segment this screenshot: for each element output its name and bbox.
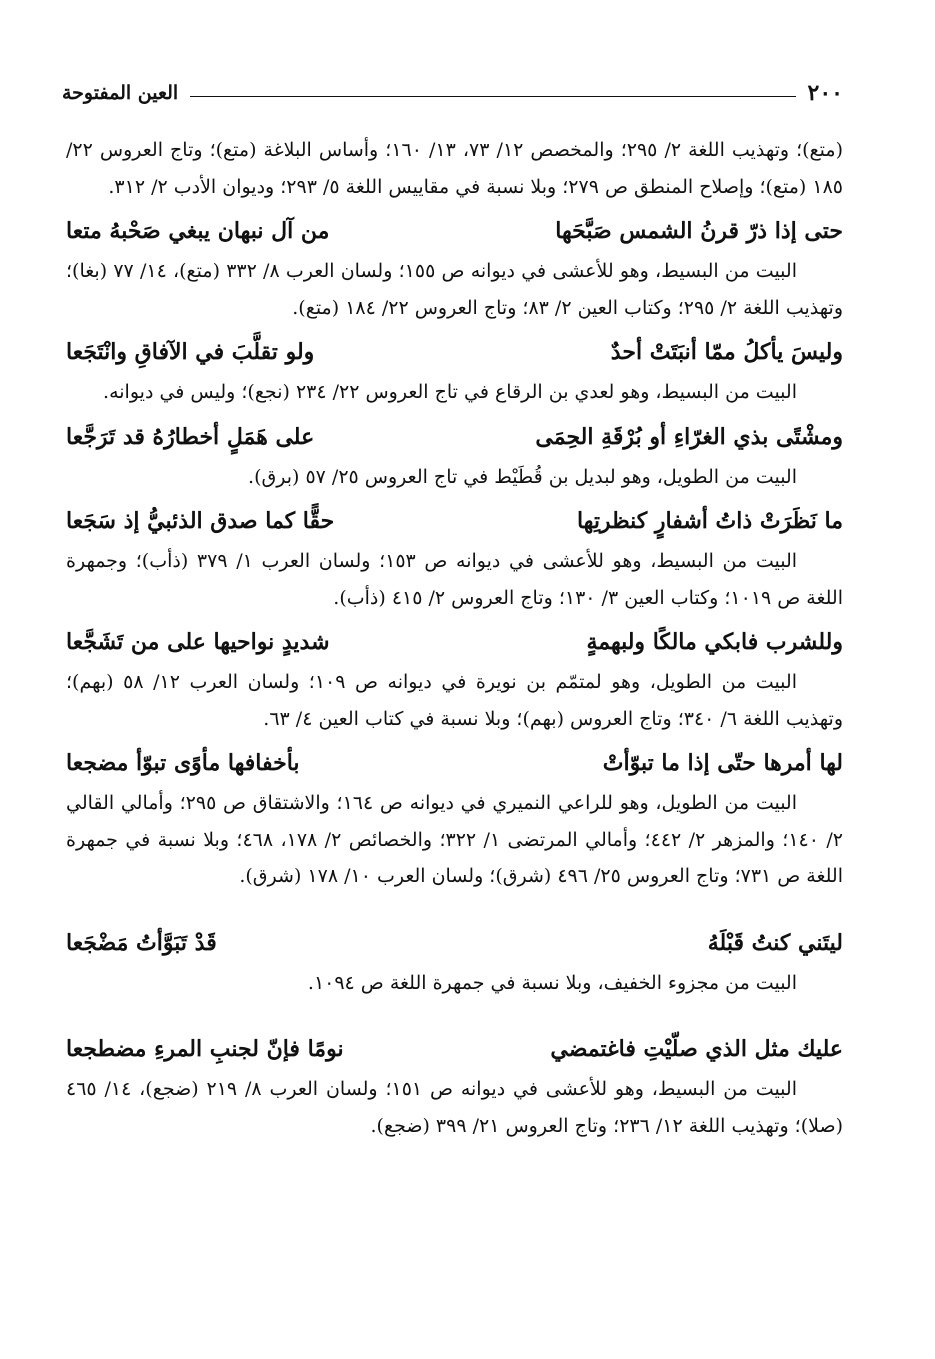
verse-first-hemistich: وللشرب فابكي مالكًا ولبهمةٍ [586, 629, 843, 655]
verse-first-hemistich: ومشْتًى بذي الغرّاءِ أو بُرْقَةِ الحِمَى [535, 423, 843, 450]
page-header [62, 78, 843, 108]
verse-line [66, 925, 843, 961]
verse-first-hemistich: وليسَ يأكلُ ممّا أنبَتَتْ أحدٌ [610, 339, 843, 365]
spacer [66, 1001, 843, 1023]
verse-second-hemistich: بأخفافها مأوًى تبوّأ مضجعا [66, 750, 300, 776]
verse-note: البيت من البسيط، وهو لعدي بن الرقاع في تاج العروس ٢٢/ ٢٣٤ (نجع)؛ وليس في ديوانه. [103, 381, 797, 403]
verse-line [66, 745, 843, 781]
verse-second-hemistich: شديدٍ نواحيها على من تَشَجَّعا [66, 629, 330, 655]
verse-line [66, 419, 843, 455]
verse-note: البيت من الطويل، وهو للراعي النميري في ديوانه ص ١٦٤؛ والاشتقاق ص ٢٩٥؛ وأمالي القالي ٢/ ١٤٠؛ والمزهر ٢/ ٤٤٢؛ وأمالي المرتضى ١/ ٣٢٢؛ والخصائص ٢/ ١٧٨، ٤٦٨؛ وبلا نسبة في جمهرة اللغة ص ٧٣١؛ وتاج العروس ٢٥/ ٤٩٦ (شرق)؛ ولسان العرب ١٠/ ١٧٨ (شرق). [66, 792, 843, 887]
verse-line [66, 624, 843, 660]
verse-line [66, 1031, 843, 1067]
verse-note: البيت من الطويل، وهو لبديل بن قُطَيْط في تاج العروس ٢٥/ ٥٧ (برق). [248, 465, 797, 488]
spacer [66, 895, 843, 917]
verse-first-hemistich: حتى إذا ذرّ قرنُ الشمس صَبَّحَها [555, 218, 843, 244]
verse-note: البيت من البسيط، وهو للأعشى في ديوانه ص ١٥٥؛ ولسان العرب ٨/ ٣٣٢ (متع)، ١٤/ ٧٧ (بغا)؛ وتهذيب اللغة ٢/ ٢٩٥؛ وكتاب العين ٢/ ٨٣؛ وتاج العروس ٢٢/ ١٨٤ (متع). [66, 260, 843, 319]
verse-first-hemistich: لها أمرها حتّى إذا ما تبوّأتْ [602, 750, 843, 776]
verse-note: البيت من مجزوء الخفيف، وبلا نسبة في جمهرة اللغة ص ١٠٩٤. [307, 971, 797, 994]
verse-second-hemistich: قَدْ تَبَوَّأتُ مَضْجَعا [66, 929, 217, 956]
verse-second-hemistich: على هَمَلٍ أخطارُهُ قد تَرَجَّعا [66, 423, 315, 450]
verse-note: البيت من البسيط، وهو للأعشى في ديوانه ص ١٥٣؛ ولسان العرب ١/ ٣٧٩ (ذأب)؛ وجمهرة اللغة ص ١٠١٩؛ وكتاب العين ٣/ ١٣٠؛ وتاج العروس ٢/ ٤١٥ (ذأب). [66, 550, 843, 609]
verse-note: البيت من الطويل، وهو لمتمّم بن نويرة في ديوانه ص ١٠٩؛ ولسان العرب ١٢/ ٥٨ (بهم)؛ وتهذيب اللغة ٦/ ٣٤٠؛ وتاج العروس (بهم)؛ وبلا نسبة في كتاب العين ٤/ ٦٣. [66, 671, 843, 730]
running-title: العين المفتوحة [62, 82, 179, 104]
verse-second-hemistich: حقًّا كما صدق الذئبيُّ إذ سَجَعا [66, 508, 335, 534]
verse-second-hemistich: ولو تقلَّبَ في الآفاقِ وانْتَجَعا [66, 339, 315, 365]
verse-first-hemistich: ليتَني كنتُ قَبْلَهُ [707, 929, 843, 956]
page-number: ٢٠٠ [807, 80, 843, 106]
intro-note: (متع)؛ وتهذيب اللغة ٢/ ٢٩٥؛ والمخصص ١٢/ ٧٣، ١٣/ ١٦٠؛ وأساس البلاغة (متع)؛ وتاج العروس ٢٢/ ١٨٥ (متع)؛ وإصلاح المنطق ص ٢٧٩؛ وبلا نسبة في مقاييس اللغة ٥/ ٢٩٣؛ وديوان الأدب ٢/ ٣١٢. [66, 139, 843, 198]
verse-note: البيت من البسيط، وهو للأعشى في ديوانه ص ١٥١؛ ولسان العرب ٨/ ٢١٩ (ضجع)، ١٤/ ٤٦٥ (صلا)؛ وتهذيب اللغة ١٢/ ٢٣٦؛ وتاج العروس ٢١/ ٣٩٩ (ضجع). [66, 1078, 843, 1137]
verse-second-hemistich: من آل نبهان يبغي صَحْبهُ متعا [66, 218, 330, 244]
header-rule [190, 96, 795, 97]
verse-line [66, 213, 843, 249]
verse-line [66, 334, 843, 370]
verse-first-hemistich: ما نَظَرَتْ ذاتُ أشفارٍ كنظرتِها [576, 508, 843, 534]
verse-second-hemistich: نومًا فإنّ لجنبِ المرءِ مضطجعا [66, 1036, 344, 1062]
page-body [66, 132, 843, 1144]
verse-line [66, 503, 843, 539]
verse-first-hemistich: عليك مثل الذي صلّيْتِ فاغتمضي [550, 1036, 843, 1062]
